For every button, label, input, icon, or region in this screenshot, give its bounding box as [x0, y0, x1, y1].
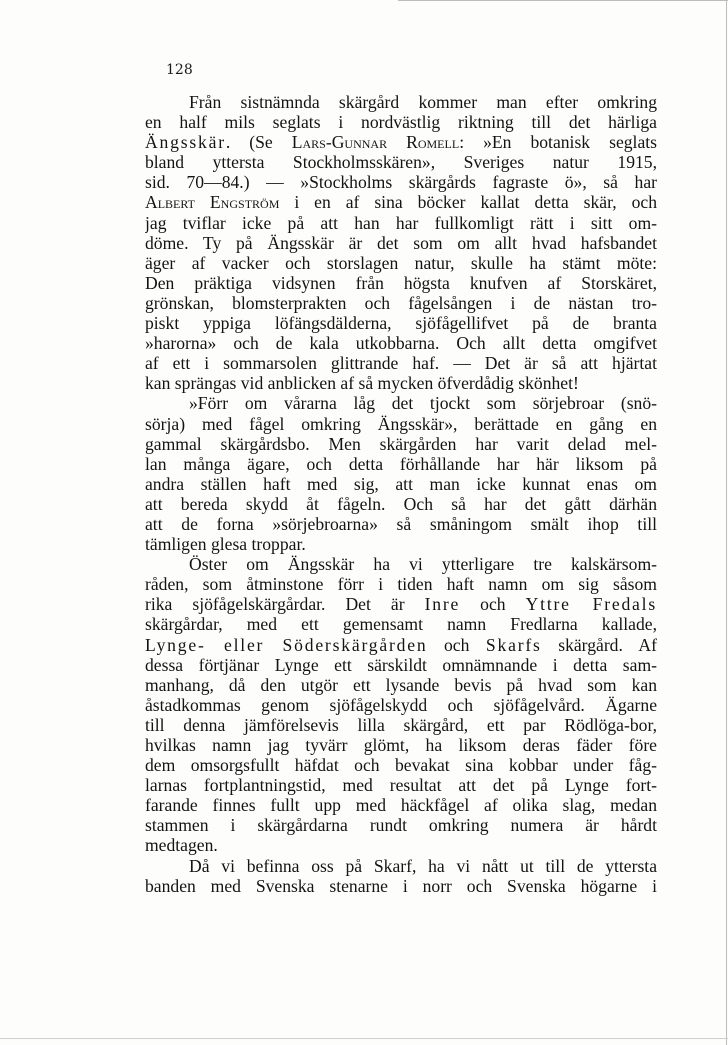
text-segment: »Förr om vårarna låg det tjockt som sörjebroar (snö- [189, 393, 657, 414]
text-line [145, 172, 657, 192]
text-line [145, 333, 657, 353]
text-line [145, 313, 657, 333]
text-segment: af ett i sommarsolen glittrande haf. — Det är så att hjärtat [145, 353, 657, 374]
text-segment: skärgård. Af [541, 634, 657, 655]
text-line [145, 655, 657, 675]
text-line [145, 494, 657, 514]
text-line [145, 353, 657, 373]
text-line [145, 735, 657, 755]
emphasized-text: Skarfs [485, 634, 542, 655]
text-line [145, 474, 657, 494]
emphasized-text: Inre [424, 594, 461, 615]
text-segment: hvilkas namn jag tyvärr glömt, ha liksom deras fäder före [145, 735, 657, 755]
author-name: Lars-Gunnar Romell [291, 132, 460, 153]
text-line [145, 635, 657, 655]
text-line [145, 675, 657, 695]
text-line [145, 876, 657, 896]
text-line [145, 132, 657, 152]
emphasized-text: Ängsskär [145, 132, 226, 153]
text-line [145, 815, 657, 835]
text-segment: till denna jämförelsevis lilla skärgård, ett par Rödlöga-bor, [145, 714, 657, 735]
text-segment: råden, som åtminstone förr i tiden haft namn om sig såsom [145, 574, 657, 595]
text-line [145, 213, 657, 233]
text-segment: rika sjöfågelskärgårdar. Det är [145, 594, 425, 615]
emphasized-text: Lynge- eller Söderskärgården [145, 634, 428, 655]
text-line [145, 293, 657, 313]
text-line [145, 594, 657, 614]
text-line [145, 454, 657, 474]
text-line [145, 373, 657, 393]
text-segment: Från sistnämnda skärgård kommer man efter omkring [189, 92, 657, 112]
text-line [145, 92, 657, 112]
text-line [145, 273, 657, 293]
text-segment: Den präktiga vidsynen från högsta knufven af Storskäret, [145, 272, 657, 293]
text-segment: »harorna» och de kala utkobbarna. Och allt detta omgifvet [145, 333, 657, 354]
text-segment: att bereda skydd åt fågeln. Och så har det gått därhän [145, 493, 657, 514]
scan-edge-bottom [0, 1038, 728, 1039]
page-number: 128 [166, 62, 193, 78]
text-segment: och [427, 634, 486, 655]
body-text [145, 92, 657, 896]
text-segment: bland yttersta Stockholmsskären», Sveriges natur 1915, [145, 152, 657, 173]
emphasized-text: Yttre Fredals [525, 594, 657, 615]
text-segment: lan många ägare, och detta förhållande har här liksom på [145, 453, 657, 474]
text-line [145, 835, 657, 855]
text-line [145, 755, 657, 775]
text-segment: andra ställen haft med sig, att man icke kunnat enas om [145, 473, 657, 494]
text-segment: och [460, 594, 526, 615]
text-line [145, 695, 657, 715]
text-segment: medtagen. [145, 835, 218, 856]
text-segment: åstadkommas genom sjöfågelskydd och sjöfågelvård. Ägarne [145, 694, 657, 715]
text-line [145, 233, 657, 253]
text-line [145, 574, 657, 594]
text-segment: gammal skärgårdsbo. Men skärgården har varit delad mel- [145, 433, 657, 454]
text-segment: sörja) med fågel omkring Ängsskär», berättade en gång en [145, 413, 657, 434]
text-segment: manhang, då den utgör ett lysande bevis på hvad som kan [145, 674, 657, 695]
text-segment: Öster om Ängsskär ha vi ytterligare tre kalskärsom- [189, 554, 657, 575]
text-segment: tämligen glesa troppar. [145, 534, 306, 555]
scan-edge-right [726, 0, 727, 1045]
text-segment: dessa förtjänar Lynge ett särskildt omnämnande i detta sam- [145, 654, 657, 675]
text-line [145, 795, 657, 815]
text-segment: . (Se [225, 132, 292, 153]
text-line [145, 393, 657, 413]
text-line [145, 414, 657, 434]
text-line [145, 434, 657, 454]
text-line [145, 614, 657, 634]
text-segment: larnas fortplantningstid, med resultat att det på Lynge fort- [145, 775, 657, 796]
text-segment: skärgårdar, med ett gemensamt namn Fredlarna kallade, [145, 614, 657, 635]
text-segment: Då vi befinna oss på Skarf, ha vi nått ut till de yttersta [189, 855, 657, 876]
text-line [145, 534, 657, 554]
text-segment: piskt yppiga löfängsdälderna, sjöfågellifvet på de branta [145, 313, 657, 334]
text-segment: stammen i skärgårdarna rundt omkring numera är hårdt [145, 815, 657, 836]
text-segment: jag tviflar icke på att han har fullkomligt rätt i sitt om- [145, 212, 657, 233]
text-line [145, 856, 657, 876]
text-segment: döme. Ty på Ängsskär är det som om allt hvad hafsbandet [145, 232, 657, 253]
text-segment: i en af sina böcker kallat detta skär, och [279, 192, 657, 213]
text-segment: banden med Svenska stenarne i norr och Svenska högarne i [145, 875, 657, 896]
text-segment: kan sprängas vid anblicken af så mycken öfverdådig skönhet! [145, 373, 579, 394]
text-line [145, 554, 657, 574]
text-segment: dem omsorgsfullt häfdat och bevakat sina kobbar under fåg- [145, 755, 657, 776]
text-segment: en half mils seglats i nordvästlig riktning till det härliga [145, 112, 657, 133]
text-line [145, 152, 657, 172]
text-line [145, 775, 657, 795]
text-line [145, 253, 657, 273]
scan-edge-top [398, 0, 728, 1]
text-segment: att de forna »sörjebroarna» så småningom smält ihop till [145, 513, 657, 534]
text-segment: : »En botanisk seglats [459, 132, 657, 153]
text-line [145, 192, 657, 212]
text-segment: sid. 70—84.) — »Stockholms skärgårds fagraste ö», så har [145, 172, 657, 193]
text-line [145, 112, 657, 132]
text-segment: grönskan, blomsterprakten och fågelsången i de nästan tro- [145, 292, 657, 313]
text-segment: farande finnes fullt upp med häckfågel af olika slag, medan [145, 795, 657, 816]
author-name: Albert Engström [145, 192, 280, 213]
text-line [145, 715, 657, 735]
text-segment: äger af vacker och storslagen natur, skulle ha stämt möte: [145, 252, 657, 273]
text-line [145, 514, 657, 534]
